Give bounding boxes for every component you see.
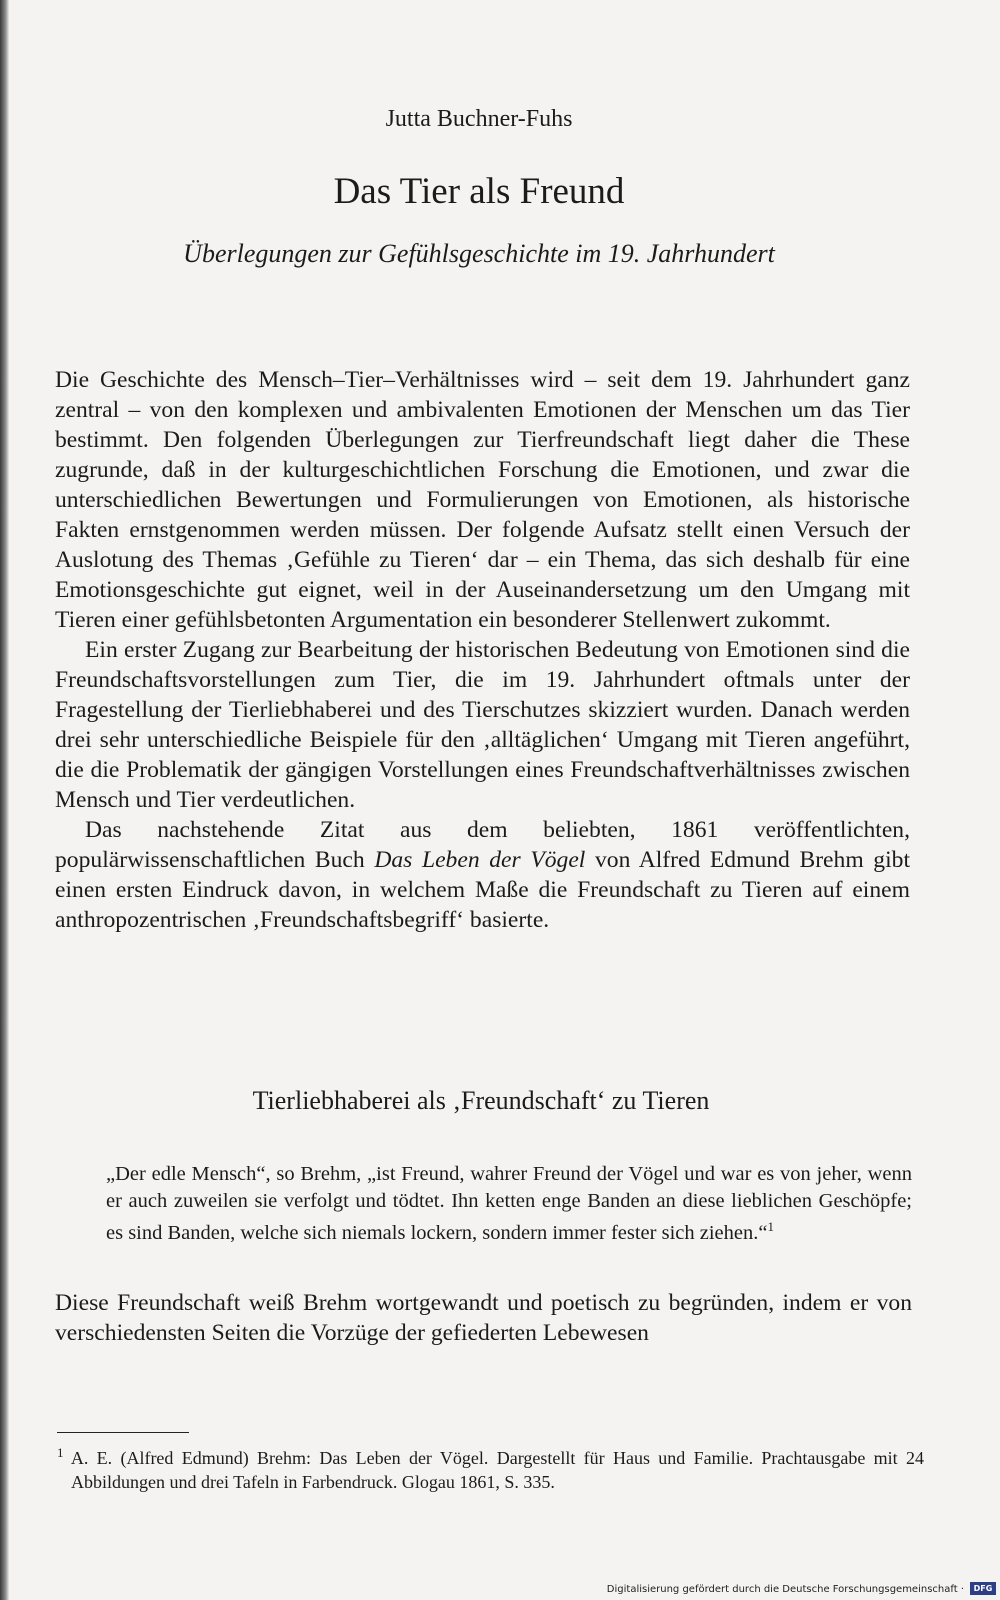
footnote-reference: 1	[767, 1219, 774, 1234]
block-quote	[106, 1161, 912, 1246]
article-author: Jutta Buchner-Fuhs	[385, 106, 573, 132]
quote-text: „Der edle Mensch“, so Brehm, „ist Freund, wahrer Freund der Vögel und war es von jeher, wenn er auch zuweilen sie verfolgt und tödtet. Ihn ketten enge Banden an diese lieblichen Geschöpfe; es sind Banden, welche sich niemals lockern, sondern immer fester sich ziehen.“	[106, 1163, 912, 1244]
digitization-note: Digitalisierung gefördert durch die Deutsche Forschungsgemeinschaft ·	[606, 1584, 964, 1595]
book-title: Das Leben der Vögel	[374, 847, 586, 873]
footnote-text: A. E. (Alfred Edmund) Brehm: Das Leben der Vögel. Dargestellt für Haus und Familie. Prachtausgabe mit 24 Abbildungen und drei Tafeln in Farbendruck. Glogau 1861, S. 335.	[70, 1448, 924, 1492]
paragraph-4: Diese Freundschaft weiß Brehm wortgewandt und poetisch zu begründen, indem er von verschiedensten Seiten die Vorzüge der gefiederten Lebewesen	[55, 1290, 912, 1346]
dfg-logo: DFG	[970, 1582, 996, 1595]
paragraph-3-end: von Alfred Edmund Brehm gibt einen ersten Eindruck davon, in welchem Maße die Freundschaft zu Tieren auf einem anthropozentrischen ‚Freundschaftsbegriff‘ basierte.	[55, 847, 910, 933]
paragraph-2: Ein erster Zugang zur Bearbeitung der historischen Bedeutung von Emotionen sind die Freundschaftsvorstellungen zum Tier, die im 19. Jahrhundert oftmals unter der Fragestellung der Tierliebhaberei und des Tierschutzes skizziert wurden. Danach werden drei sehr unterschiedliche Beispiele für den ‚alltäglichen‘ Umgang mit Tieren angeführt, die die Problematik der gängigen Vorstellungen eines Freundschaftverhältnisses zwischen Mensch und Tier verdeutlichen.	[55, 637, 910, 813]
footnote-number: 1	[57, 1445, 64, 1460]
intro-text	[55, 365, 910, 935]
paragraph-3-start: Das nachstehende Zitat aus dem beliebten, 1861 veröffentlichten, populärwissenschaftlichen Buch	[55, 817, 910, 873]
paragraph-after-quote	[55, 1288, 912, 1348]
article-title: Das Tier als Freund	[333, 171, 625, 212]
footnote	[57, 1441, 924, 1494]
paragraph-1: Die Geschichte des Mensch–Tier–Verhältnisses wird – seit dem 19. Jahrhundert ganz zentral – von den komplexen und ambivalenten Emotionen der Menschen um das Tier bestimmt. Den folgenden Überlegungen zur Tierfreundschaft liegt daher die These zugrunde, daß in der kulturgeschichtlichen Forschung die Emotionen, und zwar die unterschiedlichen Bewertungen und Formulierungen von Emotionen, als historische Fakten ernstgenommen werden müssen. Der folgende Aufsatz stellt einen Versuch der Auslotung des Themas ‚Gefühle zu Tieren‘ dar – ein Thema, das sich deshalb für eine Emotionsgeschichte gut eignet, weil in der Auseinandersetzung um den Umgang mit Tieren einer gefühlsbetonten Argumentation ein besonderer Stellenwert zukommt.	[55, 367, 910, 633]
article-subtitle: Überlegungen zur Gefühlsgeschichte im 19. Jahrhundert	[183, 239, 775, 268]
footnote-divider	[57, 1432, 189, 1433]
paragraph-3	[55, 815, 910, 935]
section-heading: Tierliebhaberei als ‚Freundschaft‘ zu Tieren	[252, 1086, 710, 1115]
